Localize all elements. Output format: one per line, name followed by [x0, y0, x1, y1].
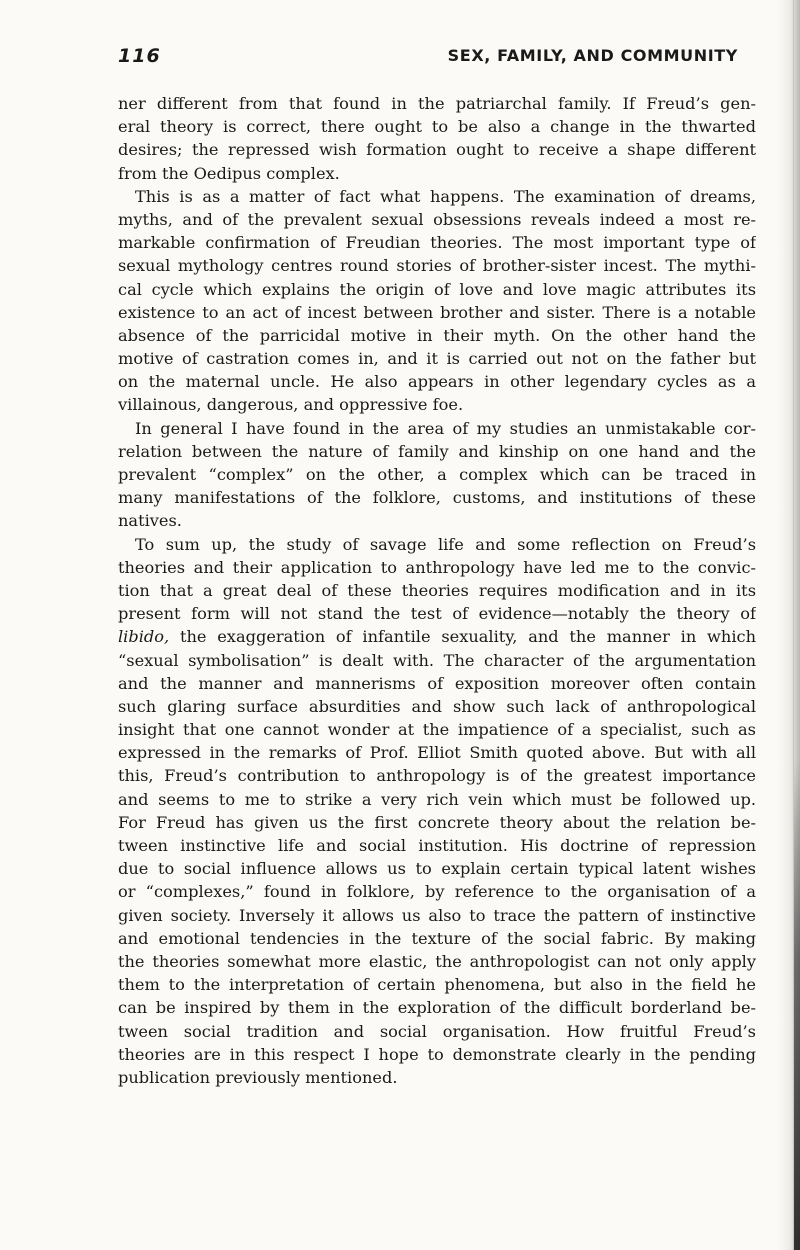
- text-line: and the manner and mannerisms of exposition moreover often contain: [118, 673, 756, 693]
- text-line: theories are in this respect I hope to demonstrate clearly in the pending: [118, 1044, 756, 1064]
- text-line: desires; the repressed wish formation ought to receive a shape different: [118, 140, 756, 160]
- text-line: In general I have found in the area of my studies an unmistakable cor-: [135, 418, 756, 438]
- text-line: prevalent “complex” on the other, a complex which can be traced in: [118, 465, 756, 484]
- text-line: natives.: [118, 511, 182, 531]
- text-line: motive of castration comes in, and it is carried out not on the father but: [118, 349, 756, 369]
- text-line: and emotional tendencies in the texture of the social fabric. By making: [118, 928, 756, 948]
- text-line-rest: the exaggeration of infantile sexuality, and the manner in which: [169, 627, 756, 647]
- text-line: present form will not stand the test of evidence—notably the theory of: [118, 604, 756, 624]
- text-line: [118, 625, 756, 648]
- text-line: existence to an act of incest between brother and sister. There is a notable: [118, 302, 756, 322]
- text-line: expressed in the remarks of Prof. Elliot Smith quoted above. But with all: [118, 743, 756, 763]
- text-line: insight that one cannot wonder at the impatience of a specialist, such as: [118, 720, 756, 740]
- text-line: markable confirmation of Freudian theories. The most important type of: [118, 233, 756, 253]
- text-line: and seems to me to strike a very rich vein which must be followed up.: [118, 789, 756, 809]
- text-line: cal cycle which explains the origin of love and love magic attributes its: [118, 279, 756, 299]
- text-line: such glaring surface absurdities and show such lack of anthropological: [118, 696, 756, 716]
- text-line: myths, and of the prevalent sexual obsessions reveals indeed a most re-: [118, 209, 756, 229]
- text-line: this, Freud’s contribution to anthropology is of the greatest importance: [118, 766, 756, 786]
- text-line: eral theory is correct, there ought to be also a change in the thwarted: [118, 117, 756, 137]
- text-line: given society. Inversely it allows us also to trace the pattern of instinctive: [118, 905, 756, 925]
- italic-term: libido,: [118, 627, 170, 647]
- text-line: tween instinctive life and social institution. His doctrine of repression: [118, 836, 756, 855]
- text-line: the theories somewhat more elastic, the anthropologist can not only apply: [118, 951, 756, 971]
- text-line: “sexual symbolisation” is dealt with. The character of the argumentation: [118, 650, 756, 670]
- text-line: or “complexes,” found in folklore, by reference to the organisation of a: [118, 882, 756, 902]
- text-line: For Freud has given us the first concrete theory about the relation be-: [118, 812, 756, 832]
- text-line: tion that a great deal of these theories requires modification and in its: [118, 580, 756, 600]
- page-number: 116: [118, 45, 161, 67]
- text-line: sexual mythology centres round stories of brother-sister incest. The mythi-: [118, 256, 756, 276]
- running-head: [118, 45, 738, 71]
- running-title: SEX, FAMILY, AND COMMUNITY: [447, 46, 738, 65]
- text-line: tween social tradition and social organisation. How fruitful Freud’s: [118, 1021, 756, 1041]
- text-line: can be inspired by them in the exploration of the difficult borderland be-: [118, 998, 756, 1018]
- text-line: To sum up, the study of savage life and some reflection on Freud’s: [135, 534, 756, 554]
- text-line: villainous, dangerous, and oppressive foe.: [118, 395, 464, 415]
- text-line: many manifestations of the folklore, customs, and institutions of these: [118, 488, 756, 508]
- text-line: absence of the parricidal motive in their myth. On the other hand the: [118, 325, 756, 345]
- text-line: them to the interpretation of certain phenomena, but also in the field he: [118, 975, 756, 995]
- text-line: ner different from that found in the patriarchal family. If Freud’s gen-: [118, 94, 756, 113]
- text-line: due to social influence allows us to explain certain typical latent wishes: [118, 859, 756, 879]
- text-line: publication previously mentioned.: [118, 1067, 398, 1087]
- text-line: on the maternal uncle. He also appears in other legendary cycles as a: [118, 372, 756, 392]
- text-line: from the Oedipus complex.: [118, 163, 340, 183]
- text-line: theories and their application to anthropology have led me to the convic-: [118, 557, 756, 577]
- body-text: [118, 92, 756, 1089]
- text-line: relation between the nature of family and kinship on one hand and the: [118, 441, 756, 461]
- text-line: This is as a matter of fact what happens. The examination of dreams,: [135, 186, 756, 206]
- page-edge-dark: [794, 760, 800, 1250]
